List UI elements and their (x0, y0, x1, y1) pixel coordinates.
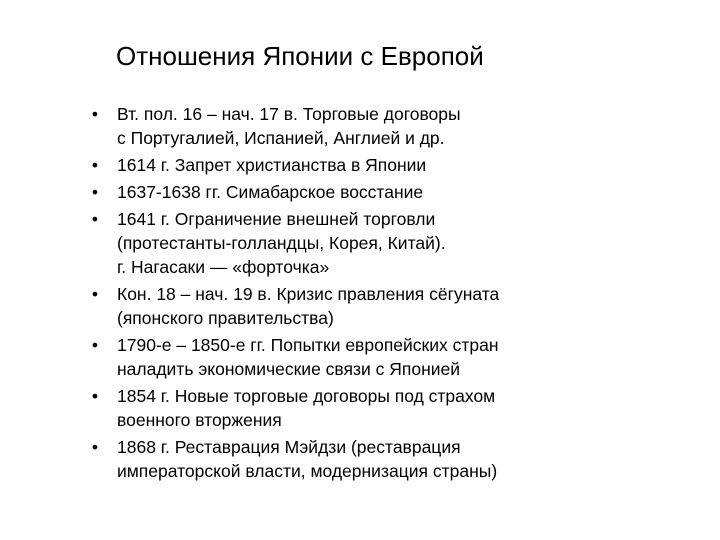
bullet-text-line: императорской власти, модернизация страны) (117, 461, 498, 481)
bullet-text-line: 1854 г. Новые торговые договоры под страхом (117, 386, 496, 406)
bullet-text-line: 1637-1638 гг. Симабарское восстание (117, 182, 424, 202)
bullet-text-line: Вт. пол. 16 – нач. 17 в. Торговые договоры (117, 104, 461, 124)
bullet-item (88, 384, 688, 432)
bullet-item (88, 207, 688, 279)
bullet-item (88, 102, 688, 150)
bullet-item (88, 180, 688, 204)
bullet-text-line: военного вторжения (117, 410, 282, 430)
bullet-item (88, 153, 688, 177)
bullet-item (88, 282, 688, 330)
bullet-icon: • (91, 284, 99, 304)
bullet-text-line: наладить экономические связи с Японией (117, 359, 461, 379)
bullet-icon: • (91, 437, 99, 457)
bullet-text-line: 1868 г. Реставрация Мэйдзи (реставрация (117, 437, 461, 457)
bullet-icon: • (91, 104, 99, 124)
bullet-text-line: 1790-е – 1850-е гг. Попытки европейских стран (117, 335, 499, 355)
bullet-text-line: (протестанты-голландцы, Корея, Китай). (117, 233, 446, 253)
bullet-text-line: г. Нагасаки — «форточка» (117, 257, 330, 277)
bullet-icon: • (91, 335, 99, 355)
slide-title: Отношения Японии с Европой (116, 41, 484, 71)
bullet-text-line: Кон. 18 – нач. 19 в. Кризис правления сёгуната (117, 284, 500, 304)
bullet-item (88, 435, 688, 483)
bullet-icon: • (91, 155, 99, 175)
bullet-item (88, 333, 688, 381)
bullet-icon: • (91, 209, 99, 229)
bullet-text-line: 1641 г. Ограничение внешней торговли (117, 209, 436, 229)
bullet-text-line: с Португалией, Испанией, Англией и др. (117, 128, 445, 148)
bullet-text-line: 1614 г. Запрет христианства в Японии (117, 155, 427, 175)
bullet-list (88, 102, 688, 486)
bullet-text-line: (японского правительства) (117, 308, 334, 328)
bullet-icon: • (91, 386, 99, 406)
bullet-icon: • (91, 182, 99, 202)
